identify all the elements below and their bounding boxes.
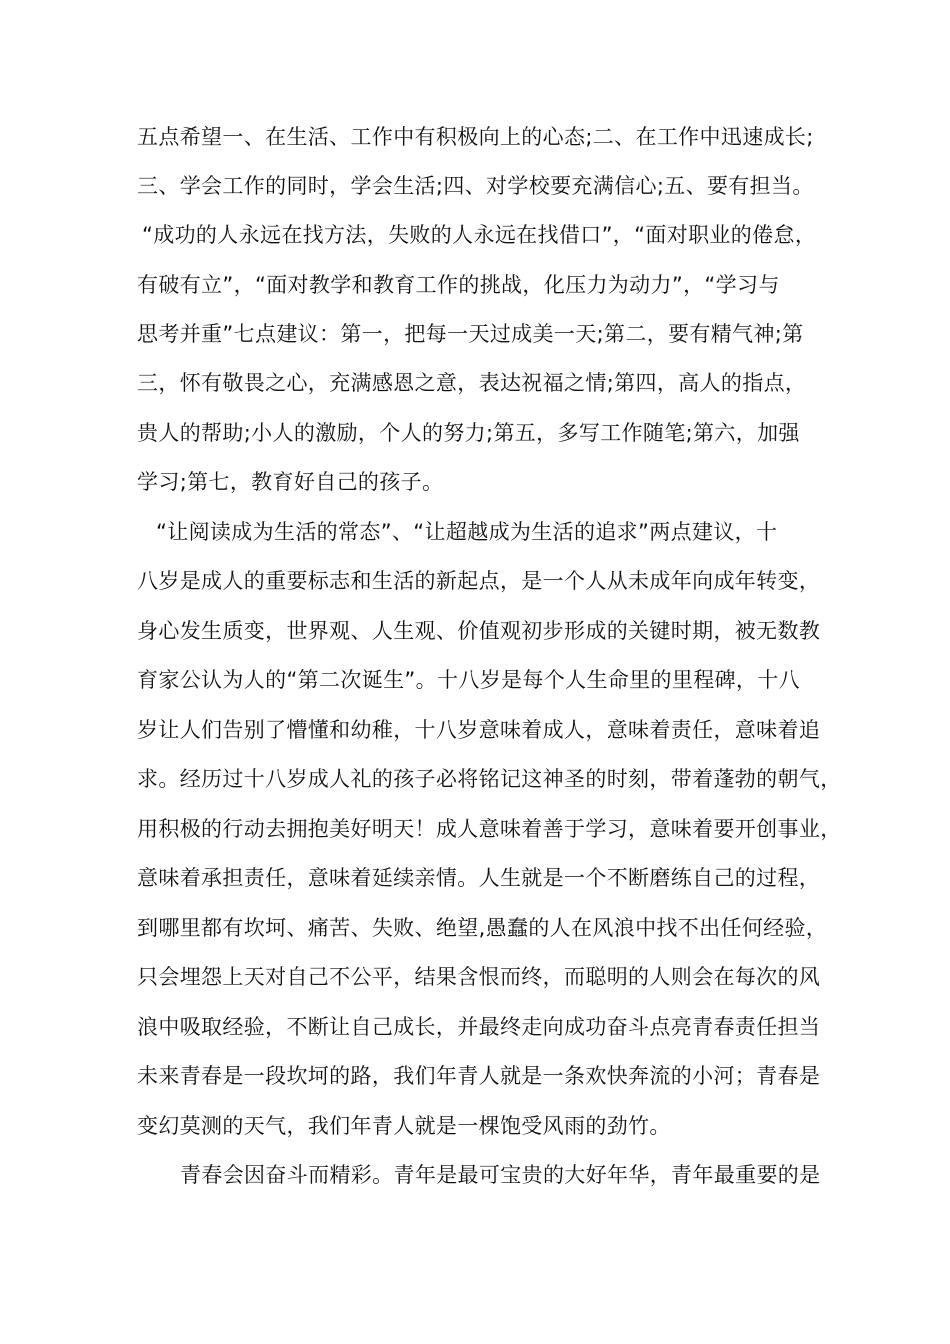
text-line: 浪中吸取经验，不断让自己成长，并最终走向成功奋斗点亮青春责任担当 [137,1015,821,1039]
text-line: 贵人的帮助;小人的激励，个人的努力;第五，多写工作随笔;第六，加强 [137,421,800,445]
text-line: “成功的人永远在找方法，失败的人永远在找借口”，“面对职业的倦怠， [142,223,817,247]
text-line: 三，怀有敬畏之心，充满感恩之意，表达祝福之情;第四，高人的指点， [137,371,807,395]
text-line: 思考并重”七点建议：第一，把每一天过成美一天;第二，要有精气神;第 [137,322,804,346]
text-line: 青春会因奋斗而精彩。青年是最可宝贵的大好年华，青年最重要的是 [180,1163,821,1187]
text-line: 求。经历过十八岁成人礼的孩子必将铭记这神圣的时刻，带着蓬勃的朝气， [137,767,842,791]
text-line: 有破有立”，“面对教学和教育工作的挑战，化压力为动力”，“学习与 [137,273,780,297]
text-line: 学习;第七，教育好自己的孩子。 [137,470,444,494]
text-line: 八岁是成人的重要标志和生活的新起点，是一个人从未成年向成年转变， [137,569,821,593]
text-line: 未来青春是一段坎坷的路，我们年青人就是一条欢快奔流的小河；青春是 [137,1064,821,1088]
text-line: 岁让人们告别了懵懂和幼稚，十八岁意味着成人，意味着责任，意味着追 [137,718,821,742]
text-line: 用积极的行动去拥抱美好明天！成人意味着善于学习，意味着要开创事业， [137,817,842,841]
text-line: 意味着承担责任，意味着延续亲情。人生就是一个不断磨练自己的过程， [137,866,821,890]
text-line: 变幻莫测的天气，我们年青人就是一棵饱受风雨的劲竹。 [137,1114,671,1138]
text-line: 身心发生质变，世界观、人生观、价值观初步形成的关键时期，被无数教 [137,619,821,643]
text-line: 育家公认为人的“第二次诞生”。十八岁是每个人生命里的里程碑，十八 [137,668,800,692]
text-line: 到哪里都有坎坷、痛苦、失败、绝望,愚蠢的人在风浪中找不出任何经验， [137,916,828,940]
text-line: 只会埋怨上天对自己不公平，结果含恨而终，而聪明的人则会在每次的风 [137,965,821,989]
text-line: 五点希望一、在生活、工作中有积极向上的心态;二、在工作中迅速成长; [137,125,814,149]
text-line: “让阅读成为生活的常态”、“让超越成为生活的追求”两点建议，十 [156,520,778,544]
text-line: 三、学会工作的同时，学会生活;四、对学校要充满信心;五、要有担当。 [137,174,814,198]
